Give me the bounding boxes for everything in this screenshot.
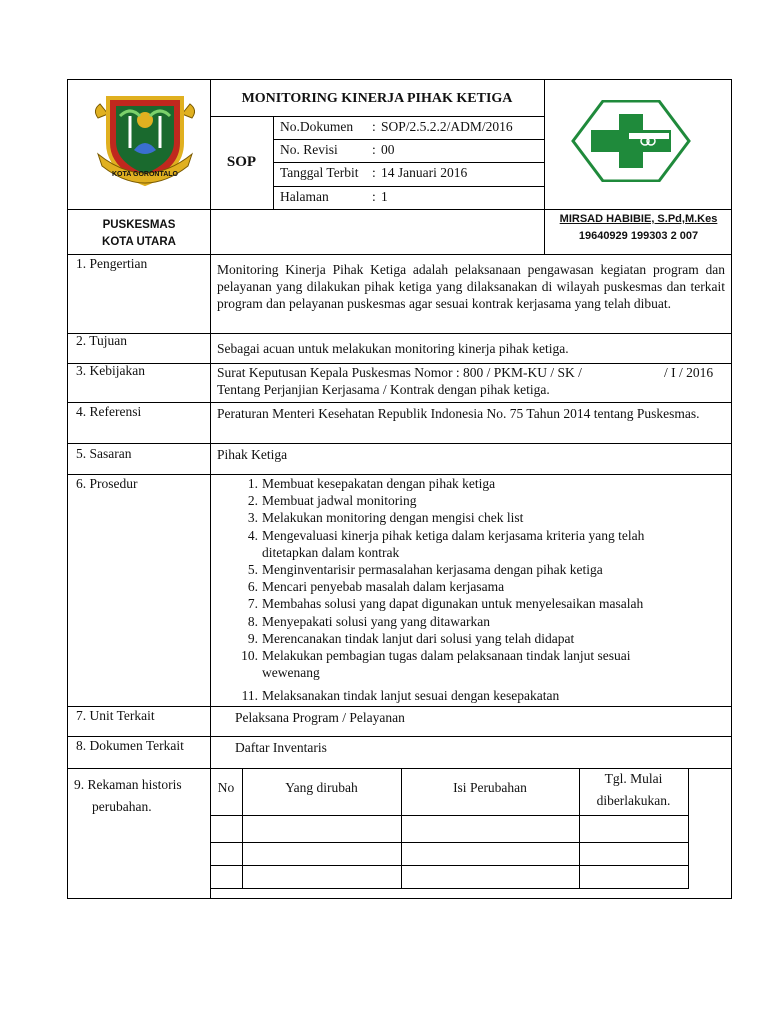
- org-line-2: KOTA UTARA: [102, 236, 176, 248]
- rule-hist-c4: [688, 768, 689, 889]
- step-number: 4.: [247, 527, 258, 543]
- meta-value-halaman: 1: [381, 189, 388, 204]
- label-unit-terkait: 7. Unit Terkait: [76, 708, 155, 723]
- label-sasaran: 5. Sasaran: [76, 446, 132, 461]
- document-title: MONITORING KINERJA PIHAK KETIGA: [241, 91, 513, 106]
- procedure-list: [210, 475, 730, 705]
- procedure-step: [210, 561, 730, 578]
- hist-col-tgl: [579, 768, 688, 812]
- procedure-step: [210, 527, 730, 561]
- rule-hist-2: [210, 842, 689, 843]
- health-cross-logo: [571, 100, 691, 182]
- step-number: 7.: [247, 596, 258, 612]
- hist-col-isi-perubahan: Isi Perubahan: [453, 780, 527, 795]
- label-dokumen-terkait: 8. Dokumen Terkait: [76, 738, 184, 753]
- rule-meta-col: [273, 116, 274, 210]
- step-number: 10.: [241, 648, 258, 664]
- meta-value-tanggal: 14 Januari 2016: [381, 165, 468, 180]
- rule-hist-4: [210, 888, 689, 889]
- procedure-step: [210, 492, 730, 509]
- procedure-step: [210, 475, 730, 492]
- label-kebijakan: 3. Kebijakan: [76, 363, 145, 378]
- step-text: Membuat jadwal monitoring: [262, 493, 417, 509]
- meta-key-tanggal: Tanggal Terbit: [280, 165, 359, 180]
- hist-col-tgl-line2: diberlakukan.: [596, 793, 671, 808]
- step-number: 8.: [247, 613, 258, 629]
- step-number: 6.: [247, 579, 258, 595]
- procedure-step: [210, 595, 730, 612]
- sop-document: [67, 79, 732, 899]
- text-kebijakan-line1b: / I / 2016: [664, 365, 714, 380]
- rule-row-7: [68, 706, 731, 707]
- step-number: 9.: [247, 630, 258, 646]
- rule-row-5: [68, 443, 731, 444]
- label-rekaman-line2: perubahan.: [92, 799, 152, 814]
- rule-row-2: [68, 333, 731, 334]
- text-tujuan: Sebagai acuan untuk melakukan monitoring kinerja pihak ketiga.: [217, 341, 569, 356]
- meta-sep-halaman: :: [372, 189, 376, 204]
- text-pengertian: Monitoring Kinerja Pihak Ketiga adalah pelaksanaan pengawasan kegiatan program dan pelayanan yang dilakukan pihak ketiga yang dilaksanakan di wilayah puskesmas dan terkait program dan pelayanan puskesmas agar sesuai kontrak kerjasama yang telah dibuat.: [217, 262, 725, 311]
- label-rekaman-line1: 9. Rekaman historis: [74, 777, 182, 792]
- procedure-step: [210, 647, 730, 681]
- sop-label: SOP: [226, 154, 257, 170]
- procedure-step: [210, 509, 730, 526]
- step-text: Membuat kesepakatan dengan pihak ketiga: [262, 476, 496, 491]
- hist-col-no: No: [217, 780, 235, 795]
- text-unit-terkait: Pelaksana Program / Pelayanan: [235, 710, 405, 725]
- step-number: 3.: [247, 510, 258, 526]
- rule-row-1: [68, 254, 731, 255]
- signer-nip: 19640929 199303 2 007: [578, 230, 699, 242]
- label-rekaman: [74, 774, 182, 818]
- rule-row-4: [68, 402, 731, 403]
- meta-sep-dokumen: :: [372, 119, 376, 134]
- procedure-step: [210, 578, 730, 595]
- procedure-step: [210, 613, 730, 630]
- procedure-step: [210, 687, 730, 704]
- org-line-1: PUSKESMAS: [102, 219, 176, 231]
- step-text: Melakukan monitoring dengan mengisi chek list: [262, 510, 524, 526]
- text-dokumen-terkait: Daftar Inventaris: [235, 740, 327, 755]
- emblem-text: KOTA GORONTALO: [112, 171, 178, 178]
- city-emblem-logo: [90, 88, 200, 188]
- meta-key-dokumen: No.Dokumen: [280, 119, 354, 134]
- meta-key-halaman: Halaman: [280, 189, 329, 204]
- hist-col-yang-dirubah: Yang dirubah: [285, 780, 358, 795]
- meta-key-revisi: No. Revisi: [280, 142, 338, 157]
- rule-meta-1: [273, 139, 544, 140]
- step-number: 2.: [247, 493, 258, 509]
- text-referensi: Peraturan Menteri Kesehatan Republik Indonesia No. 75 Tahun 2014 tentang Puskesmas.: [217, 406, 700, 421]
- step-text: Merencanakan tindak lanjut dari solusi yang telah didapat: [262, 630, 575, 646]
- step-text: Membahas solusi yang dapat digunakan untuk menyelesaikan masalah: [262, 596, 644, 612]
- rule-hist-3: [210, 865, 689, 866]
- step-text: Mencari penyebab masalah dalam kerjasama: [262, 579, 505, 595]
- text-sasaran: Pihak Ketiga: [217, 447, 288, 462]
- step-text: Melaksanakan tindak lanjut sesuai dengan kesepakatan: [262, 688, 560, 704]
- rule-row-8: [68, 736, 731, 737]
- rule-meta-2: [273, 162, 544, 163]
- step-text: Menyepakati solusi yang yang ditawarkan: [262, 613, 490, 629]
- rule-meta-3: [273, 186, 544, 187]
- label-prosedur: 6. Prosedur: [76, 476, 138, 491]
- step-number: 1.: [247, 476, 258, 491]
- org-name: [68, 217, 210, 251]
- rule-hist-1: [210, 815, 689, 816]
- signer-name: MIRSAD HABIBIE, S.Pd,M.Kes: [559, 213, 718, 225]
- text-kebijakan-line2: Tentang Perjanjian Kerjasama / Kontrak dengan pihak ketiga.: [217, 382, 550, 397]
- procedure-step: [210, 630, 730, 647]
- meta-sep-tanggal: :: [372, 165, 376, 180]
- step-text: Melakukan pembagian tugas dalam pelaksanaan tindak lanjut sesuai wewenang: [262, 648, 631, 681]
- label-referensi: 4. Referensi: [76, 404, 142, 419]
- signer-block: [544, 211, 733, 245]
- step-text: Mengevaluasi kinerja pihak ketiga dalam kerjasama kriteria yang telah ditetapkan dalam kontrak: [262, 527, 645, 560]
- rule-title: [210, 116, 544, 117]
- meta-sep-revisi: :: [372, 142, 376, 157]
- meta-value-revisi: 00: [381, 142, 395, 157]
- meta-value-dokumen: SOP/2.5.2.2/ADM/2016: [381, 119, 513, 134]
- text-kebijakan-line1a: Surat Keputusan Kepala Puskesmas Nomor : 800 / PKM-KU / SK /: [217, 365, 582, 380]
- label-tujuan: 2. Tujuan: [76, 333, 128, 348]
- step-number: 5.: [247, 562, 258, 578]
- rule-header-bottom: [68, 209, 731, 210]
- step-text: Menginventarisir permasalahan kerjasama dengan pihak ketiga: [262, 562, 603, 578]
- label-pengertian: 1. Pengertian: [76, 256, 148, 271]
- step-number: 11.: [241, 688, 258, 704]
- hist-col-tgl-line1: Tgl. Mulai: [604, 771, 663, 786]
